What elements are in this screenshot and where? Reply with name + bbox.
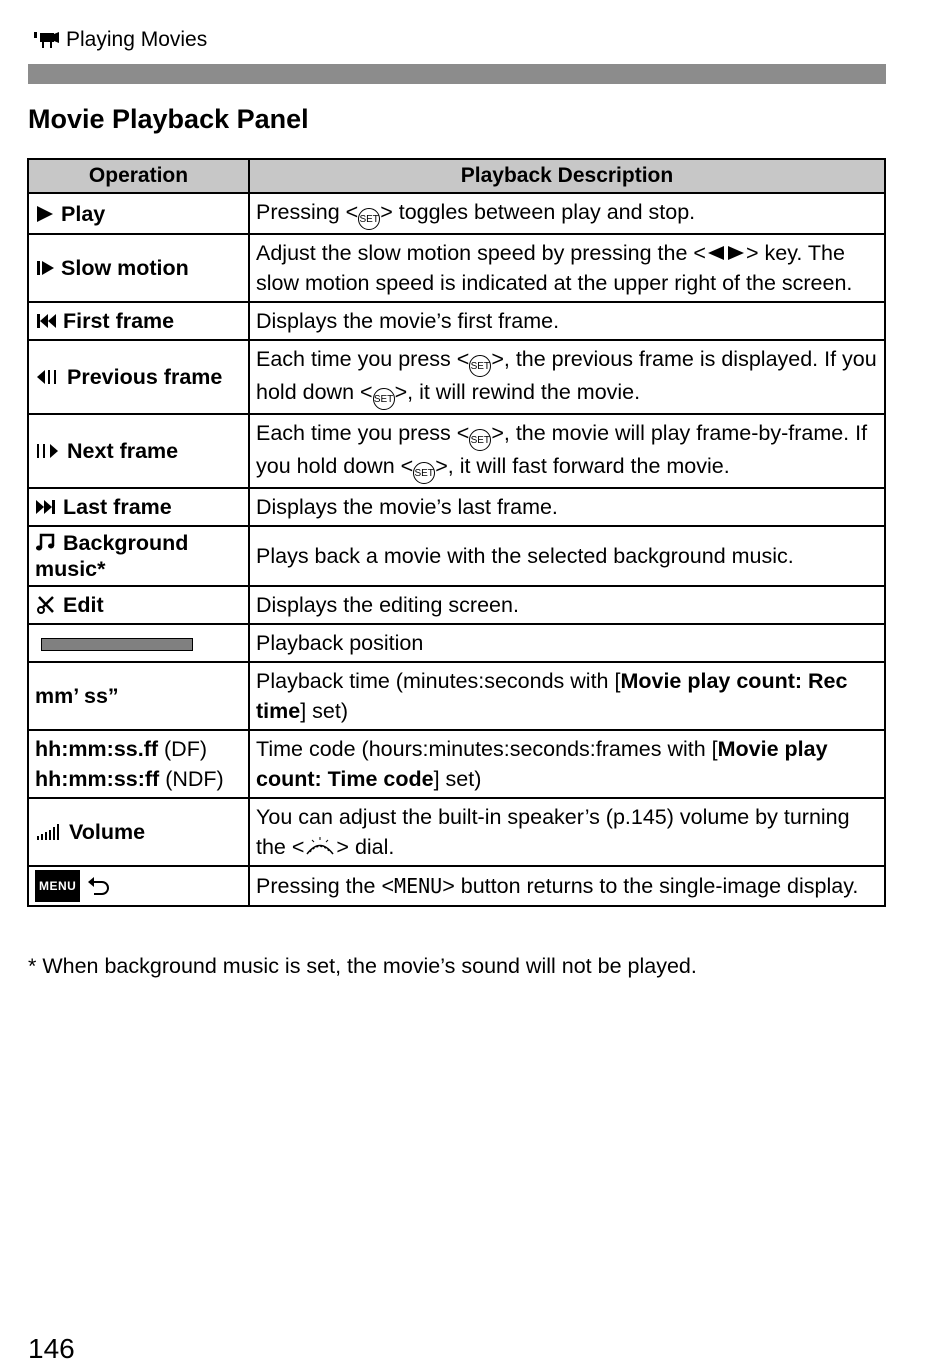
- table-row: [28, 193, 885, 234]
- table-row: [28, 488, 885, 526]
- main-dial-icon: [304, 835, 336, 857]
- playback-panel-table: [27, 158, 886, 907]
- description-cell: Playback time (minutes:seconds with [Movie play count: Rec time] set): [249, 662, 885, 730]
- movie-camera-icon: [30, 29, 60, 51]
- description-cell: Displays the movie’s last frame.: [249, 488, 885, 526]
- set-button-icon: SET: [358, 208, 380, 230]
- header-divider-bar: [28, 64, 886, 84]
- description-cell: Adjust the slow motion speed by pressing the < > key. The slow motion speed is indicated at the upper right of the screen.: [249, 234, 885, 302]
- operation-cell: Play: [28, 193, 249, 234]
- table-row: [28, 798, 885, 866]
- operation-cell: Slow motion: [28, 234, 249, 302]
- menu-button-icon: MENU: [35, 870, 80, 902]
- left-right-arrow-key-icon: [706, 244, 746, 262]
- table-row: [28, 730, 885, 798]
- table-header-row: [28, 159, 885, 193]
- table-row: [28, 624, 885, 662]
- running-header: [30, 28, 207, 52]
- description-cell: Each time you press <SET>, the previous frame is displayed. If you hold down <SET>, it will rewind the movie.: [249, 340, 885, 414]
- table-row: [28, 526, 885, 586]
- operation-cell: [28, 624, 249, 662]
- description-cell: Plays back a movie with the selected background music.: [249, 526, 885, 586]
- operation-cell: Edit: [28, 586, 249, 624]
- table-row: [28, 340, 885, 414]
- table-row: [28, 866, 885, 906]
- footnote: * When background music is set, the movie’s sound will not be played.: [28, 954, 697, 978]
- music-note-icon: [35, 531, 57, 553]
- page-title: Movie Playback Panel: [28, 104, 309, 134]
- table-row: [28, 586, 885, 624]
- description-cell: Time code (hours:minutes:seconds:frames with [Movie play count: Time code] set): [249, 730, 885, 798]
- column-header-description: Playback Description: [249, 159, 885, 193]
- operation-cell: Volume: [28, 798, 249, 866]
- set-button-icon: SET: [469, 355, 491, 377]
- volume-icon: [35, 822, 63, 842]
- return-arrow-icon: [86, 874, 112, 896]
- table-row: [28, 234, 885, 302]
- next-frame-icon: [35, 441, 61, 461]
- table-row: [28, 302, 885, 340]
- description-cell: Displays the movie’s first frame.: [249, 302, 885, 340]
- section-label: Playing Movies: [66, 28, 208, 51]
- scissors-icon: [35, 595, 57, 615]
- operation-cell: [28, 866, 249, 906]
- description-cell: Displays the editing screen.: [249, 586, 885, 624]
- operation-cell: hh:mm:ss.ff (DF) hh:mm:ss:ff (NDF): [28, 730, 249, 798]
- slow-motion-icon: [35, 258, 55, 278]
- first-frame-icon: [35, 311, 57, 331]
- description-cell: Each time you press <SET>, the movie will play frame-by-frame. If you hold down <SET>, it will fast forward the movie.: [249, 414, 885, 488]
- table-row: [28, 414, 885, 488]
- page-number: 146: [28, 1333, 75, 1364]
- description-cell: Pressing <SET> toggles between play and stop.: [249, 193, 885, 234]
- operation-cell: First frame: [28, 302, 249, 340]
- set-button-icon: SET: [373, 388, 395, 410]
- operation-cell: Last frame: [28, 488, 249, 526]
- previous-frame-icon: [35, 367, 61, 387]
- play-icon: [35, 204, 55, 224]
- operation-cell: Next frame: [28, 414, 249, 488]
- set-button-icon: SET: [413, 462, 435, 484]
- last-frame-icon: [35, 497, 57, 517]
- operation-cell: Background music*: [28, 526, 249, 586]
- set-button-icon: SET: [469, 429, 491, 451]
- playback-position-bar: [41, 638, 193, 651]
- description-cell: You can adjust the built-in speaker’s (p.145) volume by turning the < > dial.: [249, 798, 885, 866]
- operation-cell: Previous frame: [28, 340, 249, 414]
- description-cell: Playback position: [249, 624, 885, 662]
- table-row: [28, 662, 885, 730]
- description-cell: Pressing the <MENU> button returns to the single-image display.: [249, 866, 885, 906]
- column-header-operation: Operation: [28, 159, 249, 193]
- operation-cell: mm’ ss”: [28, 662, 249, 730]
